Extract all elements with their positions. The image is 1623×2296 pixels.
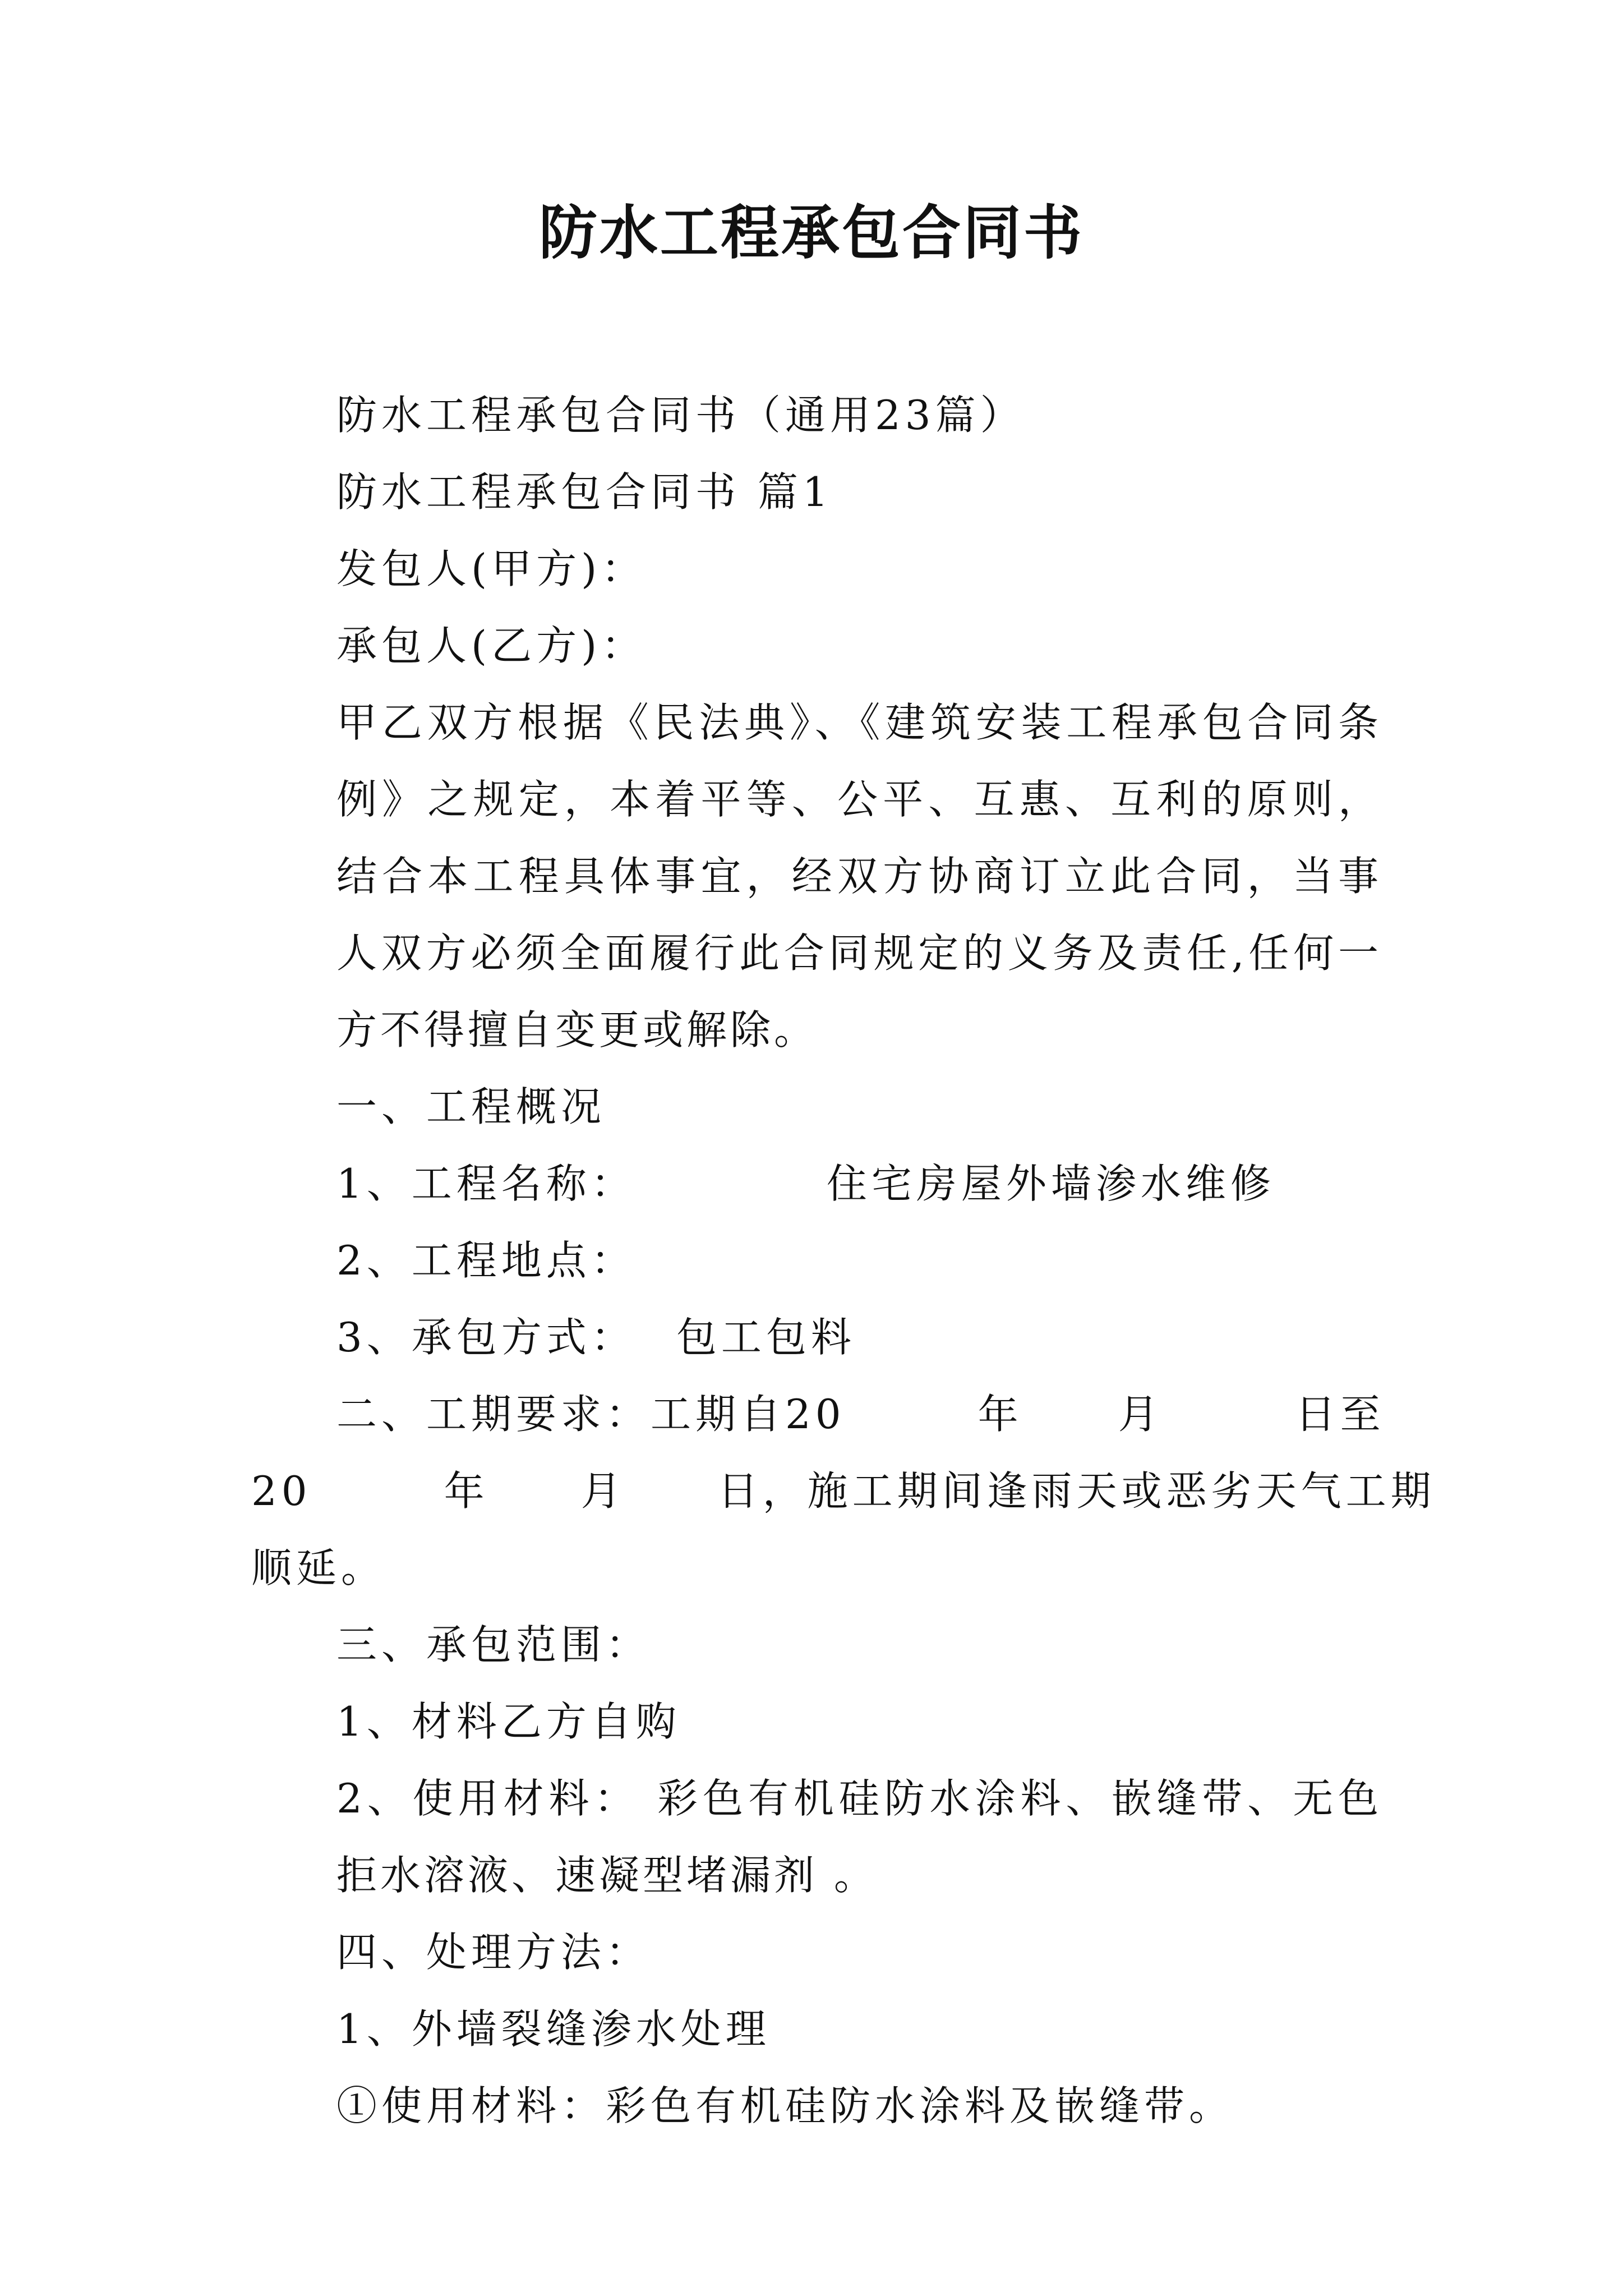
- schedule-year-1: 年: [978, 1391, 1023, 1438]
- section-3-heading: 三、承包范围：: [336, 1621, 651, 1668]
- schedule-day-1: 日至: [1295, 1391, 1385, 1438]
- section-1-heading: 一、工程概况: [336, 1083, 606, 1130]
- part-heading: 防水工程承包合同书 篇1: [336, 468, 833, 516]
- schedule-20: 20: [251, 1467, 312, 1515]
- scope-item-1: 1、材料乙方自购: [336, 1698, 681, 1745]
- section-4-heading: 四、处理方法：: [336, 1929, 651, 1976]
- schedule-rest: 日，施工期间逢雨天或恶劣天气工期: [717, 1467, 1436, 1515]
- project-location-line: 2、工程地点：: [336, 1237, 636, 1284]
- scope-item-2: 2、使用材料： 彩色有机硅防水涂料、嵌缝带、无色拒水溶液、速凝型堵漏剂 。: [336, 1775, 1382, 1899]
- preamble-paragraph: 甲乙双方根据《民法典》、《建筑安装工程承包合同条例》之规定，本着平等、公平、互惠、互利的原则，结合本工程具体事宜，经双方协商订立此合同，当事人双方必须全面履行此合同规定的义务及责任,任何一方不得擅自变更或解除。: [336, 699, 1382, 1053]
- contract-method-value: 包工包料: [676, 1314, 856, 1361]
- schedule-month-2: 月: [580, 1467, 626, 1515]
- method-item-1: 1、外墙裂缝渗水处理: [336, 2005, 771, 2053]
- method-sub-item-1: ①使用材料：彩色有机硅防水涂料及嵌缝带。: [336, 2082, 1234, 2129]
- subtitle-line: 防水工程承包合同书（通用23篇）: [336, 392, 1025, 439]
- document-title: 防水工程承包合同书: [538, 199, 1084, 267]
- schedule-year-2: 年: [444, 1467, 489, 1515]
- project-name-line: [251, 1145, 1382, 1222]
- contract-method-line: [251, 1299, 1382, 1376]
- contract-method-label: 3、承包方式：: [336, 1314, 636, 1361]
- section-2-line-2: [251, 1453, 1436, 1530]
- party-a-line: 发包人(甲方)：: [336, 545, 647, 592]
- document-body: [251, 377, 1436, 2145]
- project-name-label: 1、工程名称：: [336, 1160, 636, 1207]
- project-name-value: 住宅房屋外墙渗水维修: [826, 1160, 1275, 1207]
- section-2-line-3: 顺延。: [251, 1544, 386, 1591]
- party-b-line: 承包人(乙方)：: [336, 622, 647, 669]
- section-2-line-1: [251, 1376, 1385, 1453]
- schedule-label: 二、工期要求：工期自20: [336, 1391, 846, 1438]
- schedule-month-1: 月: [1118, 1391, 1163, 1438]
